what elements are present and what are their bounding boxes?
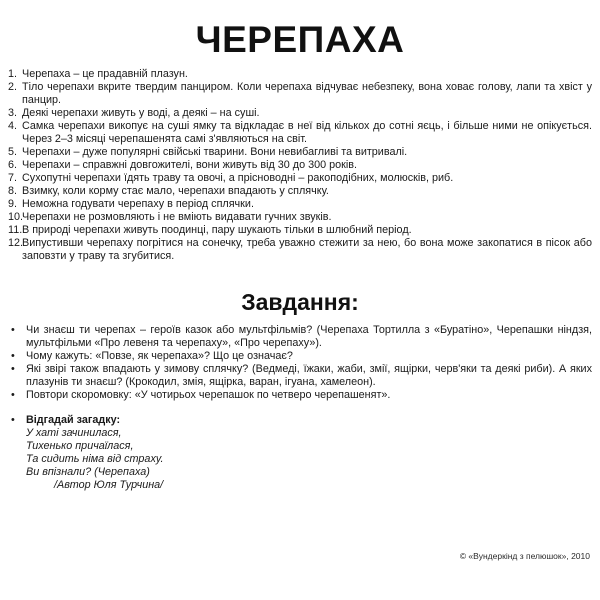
fact-text: Черепахи – дуже популярні свійські тварини. Вони невибагливі та витривалі.: [22, 146, 408, 158]
fact-number: 8.: [8, 185, 18, 197]
fact-number: 4.: [8, 120, 18, 132]
fact-number: 9.: [8, 198, 18, 210]
page-title: ЧЕРЕПАХА: [195, 19, 405, 60]
fact-item: [8, 146, 592, 159]
bullet-marker: •: [11, 389, 15, 401]
fact-text: Неможна годувати черепаху в період сплячки.: [22, 198, 254, 210]
riddle-section: [8, 414, 592, 492]
copyright: © «Вундеркінд з пелюшок», 2010: [459, 551, 590, 561]
fact-text: В природі черепахи живуть поодинці, пару шукають тільки в шлюбний період.: [22, 224, 412, 236]
task-text: Чому кажуть: «Повзе, як черепаха»? Що це означає?: [26, 350, 293, 362]
fact-item: [8, 68, 592, 81]
fact-number: 1.: [8, 68, 18, 80]
fact-item: [8, 211, 592, 224]
task-item: [8, 324, 592, 350]
riddle-heading: Відгадай загадку:: [26, 414, 121, 426]
fact-number: 11.: [8, 224, 23, 236]
riddle-text: [8, 427, 592, 492]
fact-item: [8, 185, 592, 198]
task-item: [8, 389, 592, 402]
riddle-line: У хаті зачинилася,: [26, 427, 122, 439]
fact-item: [8, 120, 592, 146]
riddle-line: Ви впізнали? (Черепаха): [26, 466, 150, 478]
fact-item: [8, 107, 592, 120]
fact-number: 3.: [8, 107, 18, 119]
fact-number: 6.: [8, 159, 18, 171]
task-item: [8, 363, 592, 389]
fact-item: [8, 198, 592, 211]
riddle-line: Тихенько причаїлася,: [26, 440, 134, 452]
fact-number: 10.: [8, 211, 24, 223]
fact-number: 5.: [8, 146, 18, 158]
task-text: Чи знаєш ти черепах – героїв казок або мультфільмів? (Черепаха Тортилла з «Буратіно», Черепашки ніндзя, мультфільми «Про левеня та черепаху», «Про черепаху»).: [26, 324, 592, 349]
bullet-marker: •: [11, 324, 15, 336]
fact-item: [8, 237, 592, 263]
fact-text: Самка черепахи викопує на суші ямку та відкладає в неї від кількох до сотні яєць, і більше ними не опікується. Через 2–3 місяці черепашенята самі з'являються на світ.: [22, 120, 592, 145]
facts-list: [8, 68, 592, 263]
task-text: Повтори скоромовку: «У чотирьох черепашок по четверо черепашенят».: [26, 389, 391, 401]
fact-number: 7.: [8, 172, 18, 184]
tasks-heading: Завдання:: [241, 289, 359, 315]
riddle-heading-row: [8, 414, 592, 427]
fact-text: Черепаха – це прадавній плазун.: [22, 68, 188, 80]
fact-item: [8, 224, 592, 237]
task-item: [8, 350, 592, 363]
fact-item: [8, 159, 592, 172]
fact-text: Взимку, коли корму стає мало, черепахи впадають у сплячку.: [22, 185, 329, 197]
bullet-marker: •: [11, 350, 15, 362]
fact-number: 12.: [8, 237, 24, 249]
bullet-marker: •: [11, 414, 15, 426]
fact-text: Сухопутні черепахи їдять траву та овочі, а прісноводні – ракоподібних, молюсків, риб.: [22, 172, 454, 184]
fact-text: Черепахи – справжні довгожителі, вони живуть від 30 до 300 років.: [22, 159, 357, 171]
fact-text: Деякі черепахи живуть у воді, а деякі – на суші.: [22, 107, 260, 119]
riddle-line: Та сидить німа від страху.: [26, 453, 164, 465]
tasks-list: [8, 324, 592, 402]
fact-item: [8, 81, 592, 107]
fact-text: Випустивши черепаху погрітися на сонечку, треба уважно стежити за нею, бо вона може закопатися в пісок або заповзти у траву та згубитися.: [22, 237, 592, 262]
task-text: Які звірі також впадають у зимову сплячку? (Ведмеді, їжаки, жаби, змії, ящірки, черв'яки та деякі риби). А яких плазунів ти знаєш? (Крокодил, змія, ящірка, варан, ігуана, хамелеон).: [26, 363, 592, 388]
fact-number: 2.: [8, 81, 18, 93]
riddle-author: /Автор Юля Турчина/: [54, 479, 164, 491]
fact-item: [8, 172, 592, 185]
fact-text: Черепахи не розмовляють і не вміють видавати гучних звуків.: [22, 211, 332, 223]
bullet-marker: •: [11, 363, 15, 375]
fact-text: Тіло черепахи вкрите твердим панциром. Коли черепаха відчуває небезпеку, вона ховає голову, лапи та хвіст у панцир.: [22, 81, 592, 106]
